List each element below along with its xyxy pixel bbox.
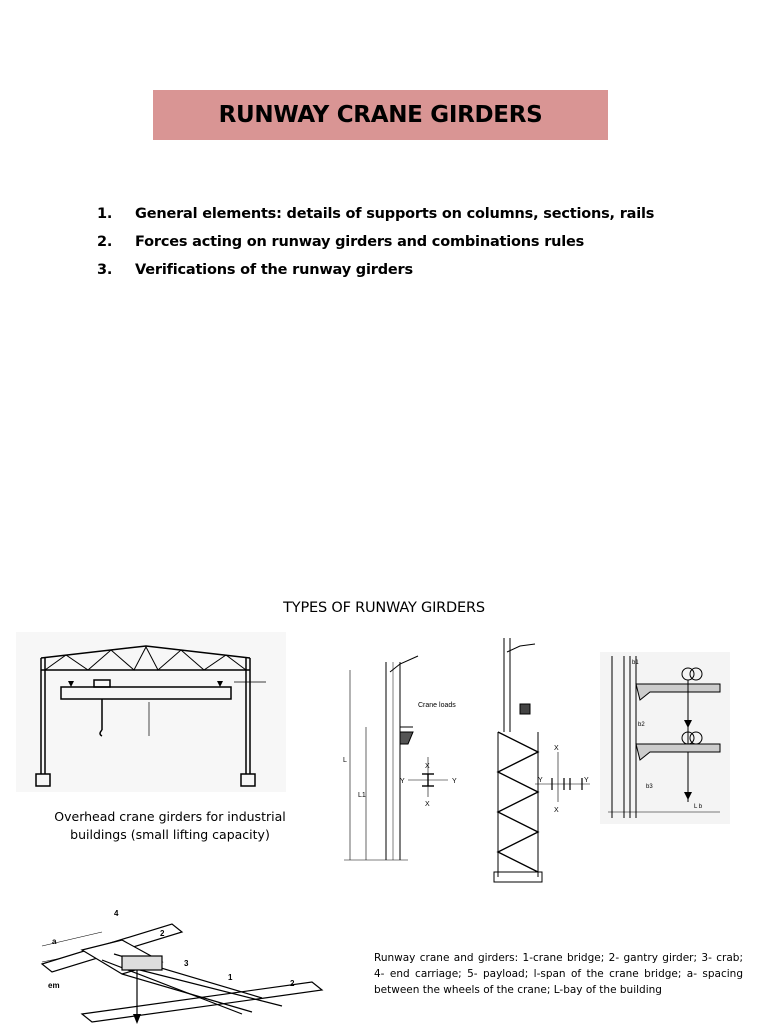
dim-l1-label: L1 xyxy=(358,792,366,799)
list-text: General elements: details of supports on columns, sections, rails xyxy=(135,206,655,222)
callout-1: 1 xyxy=(228,973,233,982)
b2-label: b2 xyxy=(638,722,645,728)
lb-label: L b xyxy=(694,804,703,810)
list-text: Forces acting on runway girders and combinations rules xyxy=(135,234,585,250)
list-item xyxy=(97,231,654,259)
list-text: Verifications of the runway girders xyxy=(135,262,413,278)
crane-bridge-isometric-figure xyxy=(22,902,352,1024)
dim-l-label: L xyxy=(343,757,347,764)
callout-4: 4 xyxy=(114,909,119,918)
axis-y-label: Y xyxy=(584,777,589,784)
callout-2b: 2 xyxy=(290,979,295,988)
list-number: 3. xyxy=(97,262,113,278)
column-bracket-figure xyxy=(338,632,488,864)
overhead-crane-frame-figure xyxy=(16,632,286,792)
callout-3: 3 xyxy=(184,959,189,968)
page-title: RUNWAY CRANE GIRDERS xyxy=(218,102,543,128)
title-banner xyxy=(153,90,608,140)
figure1-caption: Overhead crane girders for industrial buildings (small lifting capacity) xyxy=(54,809,286,842)
list-number: 2. xyxy=(97,234,113,250)
axis-x-label: X xyxy=(425,763,430,770)
axis-y-label: Y xyxy=(452,778,457,785)
em-label: em xyxy=(48,981,60,990)
b1-label: b1 xyxy=(632,660,639,666)
axis-x-label: X xyxy=(425,801,430,808)
callout-2: 2 xyxy=(160,929,165,938)
spacing-a-label: a xyxy=(52,937,57,946)
axis-y-label: Y xyxy=(538,777,543,784)
section-title: TYPES OF RUNWAY GIRDERS xyxy=(283,600,485,616)
list-number: 1. xyxy=(97,206,113,222)
topic-list xyxy=(97,203,654,287)
axis-x-label: X xyxy=(554,745,559,752)
axis-x-label: X xyxy=(554,807,559,814)
two-level-bracket-figure xyxy=(600,652,730,824)
b3-label: b3 xyxy=(646,784,653,790)
crane-loads-label: Crane loads xyxy=(418,702,456,709)
axis-y-label: Y xyxy=(400,778,405,785)
list-item xyxy=(97,203,654,231)
lattice-column-figure xyxy=(480,632,600,884)
figure5-caption: Runway crane and girders: 1-crane bridge; 2- gantry girder; 3- crab; 4- end carriage; 5- payload; l-span of the crane bridge; a- spacing between the wheels of the crane; L-bay of the building xyxy=(374,952,743,996)
list-item xyxy=(97,259,654,287)
